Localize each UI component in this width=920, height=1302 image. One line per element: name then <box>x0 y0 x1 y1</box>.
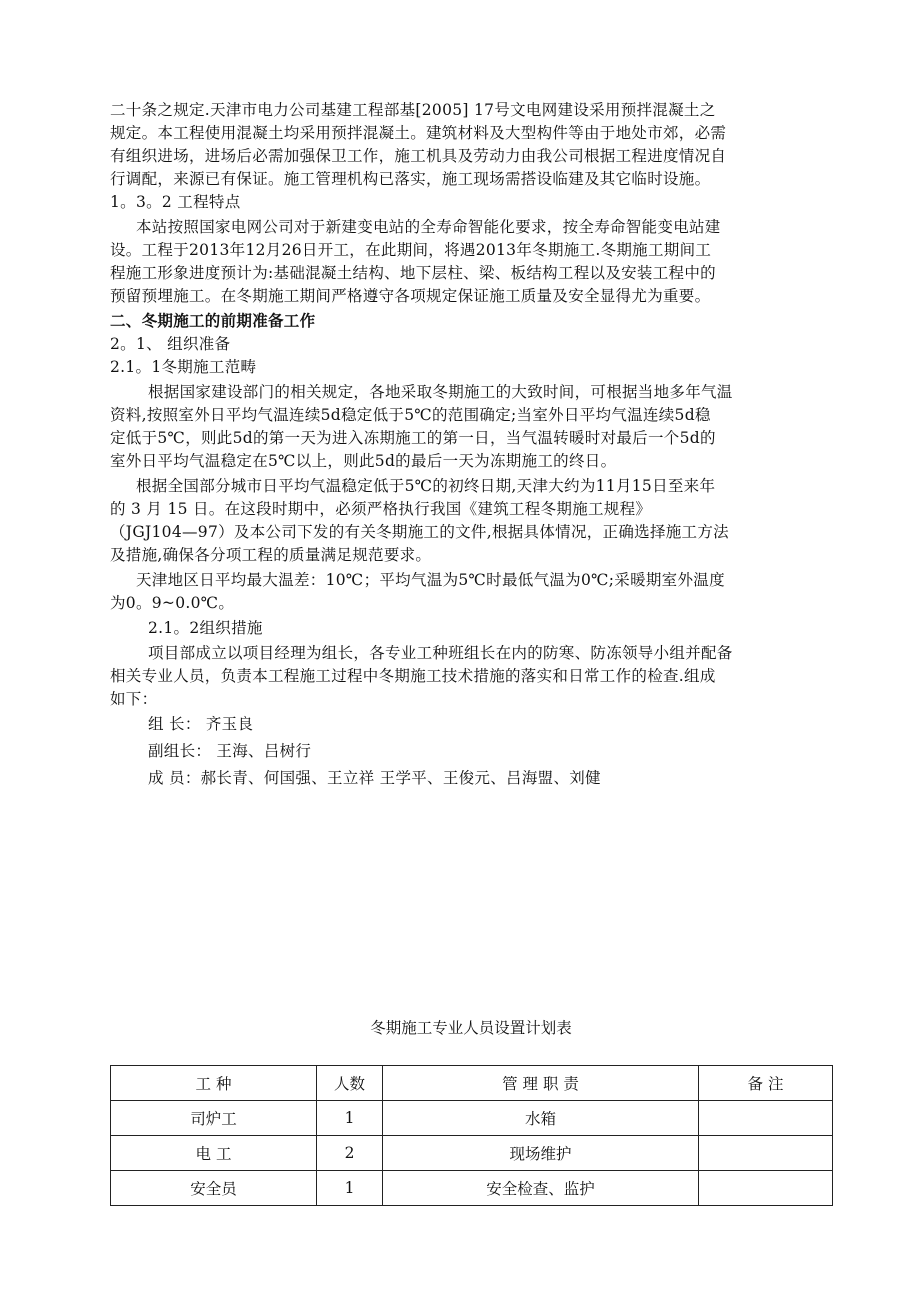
text-line: 室外日平均气温稳定在5℃以上，则此5d的最后一天为冻期施工的终日。 <box>110 452 617 470</box>
text-line: 如下： <box>110 690 158 708</box>
text-line: 2。1、 组织准备 <box>110 335 231 353</box>
cell-duties: 安全检查、监护 <box>383 1171 699 1206</box>
text-line: 组 长： 齐玉良 <box>148 715 254 733</box>
text-line: 定低于5℃，则此5d的第一天为进入冻期施工的第一日，当气温转暖时对最后一个5d的 <box>110 429 716 447</box>
cell-work-type: 司炉工 <box>111 1101 317 1136</box>
cell-headcount: 1 <box>317 1101 383 1136</box>
table-row <box>111 1171 833 1206</box>
text-line: 副组长： 王海、吕树行 <box>148 742 312 760</box>
text-line: 预留预埋施工。在冬期施工期间严格遵守各项规定保证施工质量及安全显得尤为重要。 <box>110 287 711 305</box>
text-line: 相关专业人员，负责本工程施工过程中冬期施工技术措施的落实和日常工作的检查.组成 <box>110 667 716 685</box>
text-line: 设。工程于2013年12月26日开工，在此期间，将遇2013年冬期施工.冬期施工期间工 <box>110 241 712 259</box>
header-remarks: 备 注 <box>699 1066 833 1101</box>
cell-duties: 水箱 <box>383 1101 699 1136</box>
text-line: 2.1。1冬期施工范畴 <box>110 358 257 376</box>
text-line: 成 员：郝长青、何国强、王立祥 王学平、王俊元、吕海盟、刘健 <box>148 769 601 787</box>
cell-duties: 现场维护 <box>383 1136 699 1171</box>
text-line: 的 3 月 15 日。在这段时期中，必须严格执行我国《建筑工程冬期施工规程》 <box>110 500 652 518</box>
text-line: 为0。9~0.0℃。 <box>110 594 235 612</box>
text-line: 2.1。2组织措施 <box>148 619 263 637</box>
header-headcount: 人数 <box>317 1066 383 1101</box>
table-row <box>111 1101 833 1136</box>
cell-work-type: 电 工 <box>111 1136 317 1171</box>
header-work-type: 工 种 <box>111 1066 317 1101</box>
text-line: 程施工形象进度预计为:基础混凝土结构、地下层柱、梁、板结构工程以及安装工程中的 <box>110 264 716 282</box>
text-line: 行调配，来源已有保证。施工管理机构已落实，施工现场需搭设临建及其它临时设施。 <box>110 170 711 188</box>
cell-remarks <box>699 1101 833 1136</box>
text-line: 1。3。2 工程特点 <box>110 193 241 211</box>
cell-remarks <box>699 1136 833 1171</box>
staff-plan-table <box>110 1065 833 1206</box>
table-header-row <box>111 1066 833 1101</box>
text-line: 二十条之规定.天津市电力公司基建工程部基[2005] 17号文电网建设采用预拌混凝土之 <box>110 101 716 119</box>
text-line: 有组织进场，进场后必需加强保卫工作，施工机具及劳动力由我公司根据工程进度情况自 <box>110 147 727 165</box>
cell-headcount: 2 <box>317 1136 383 1171</box>
cell-headcount: 1 <box>317 1171 383 1206</box>
text-line: 天津地区日平均最大温差：10℃；平均气温为5℃时最低气温为0℃;采暖期室外温度 <box>136 571 725 589</box>
text-line: 根据国家建设部门的相关规定，各地采取冬期施工的大致时间，可根据当地多年气温 <box>148 383 733 401</box>
text-line: 及措施,确保各分项工程的质量满足规范要求。 <box>110 546 432 564</box>
text-line: 规定。本工程使用混凝土均采用预拌混凝土。建筑材料及大型构件等由于地处市郊，必需 <box>110 124 727 142</box>
text-line: 项目部成立以项目经理为组长，各专业工种班组长在内的防寒、防冻领导小组并配备 <box>148 644 733 662</box>
text-line: （JGJ104—97）及本公司下发的有关冬期施工的文件,根据具体情况，正确选择施工方法 <box>110 523 729 541</box>
section-heading: 二、冬期施工的前期准备工作 <box>110 311 316 330</box>
table-title: 冬期施工专业人员设置计划表 <box>370 1019 572 1037</box>
text-line: 本站按照国家电网公司对于新建变电站的全寿命智能化要求，按全寿命智能变电站建 <box>136 218 721 236</box>
text-line: 根据全国部分城市日平均气温稳定低于5℃的初终日期,天津大约为11月15日至来年 <box>136 477 716 495</box>
header-duties: 管 理 职 责 <box>383 1066 699 1101</box>
table-row <box>111 1136 833 1171</box>
cell-work-type: 安全员 <box>111 1171 317 1206</box>
cell-remarks <box>699 1171 833 1206</box>
text-line: 资料,按照室外日平均气温连续5d稳定低于5℃的范围确定;当室外日平均气温连续5d稳 <box>110 406 711 424</box>
